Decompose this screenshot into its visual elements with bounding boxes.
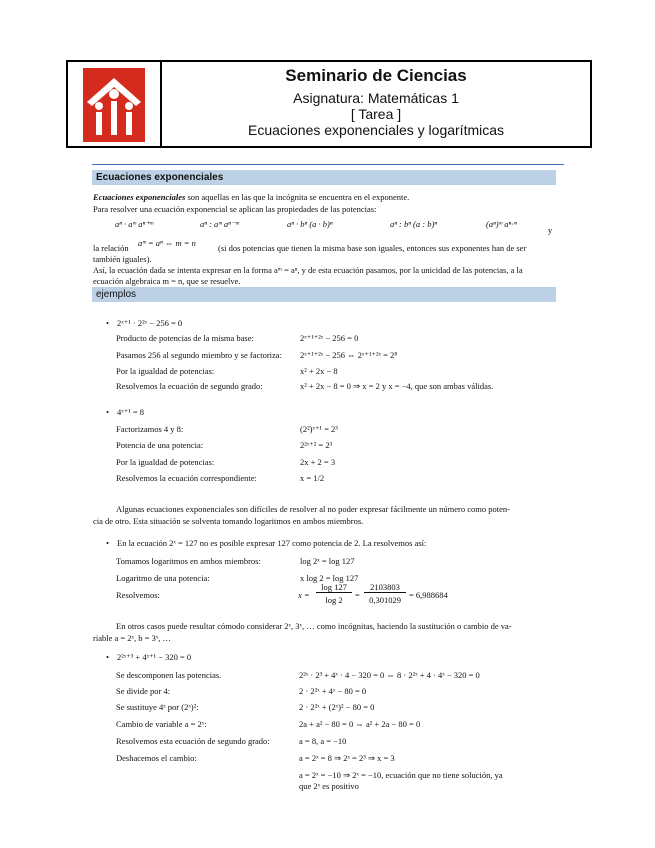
school-logo-icon bbox=[83, 68, 145, 147]
ex2-row-math: 2²ˣ⁺² = 2³ bbox=[300, 440, 333, 450]
intro-rest: son aquellas en las que la incógnita se encuentra en el exponente. bbox=[185, 192, 410, 202]
ex1-row-label: Por la igualdad de potencias: bbox=[116, 366, 215, 376]
ex1-row-math: x² + 2x − 8 = 0 ⇒ x = 2 y x = −4, que son ambas válidas. bbox=[300, 381, 494, 391]
ex2-row-label: Por la igualdad de potencias: bbox=[116, 457, 215, 467]
ex4-row-label: Se divide por 4: bbox=[116, 686, 171, 696]
property-3: aⁿ · bⁿ (a · b)ⁿ bbox=[287, 219, 333, 229]
ex2-row-label: Resolvemos la ecuación correspondiente: bbox=[116, 473, 257, 483]
ex3-row-label: Resolvemos: bbox=[116, 590, 160, 600]
property-5: (aⁿ)ᵐ aⁿ·ᵐ bbox=[486, 219, 517, 229]
ex3-row-math: log 2ˣ = log 127 bbox=[300, 556, 355, 566]
property-2: aⁿ : aᵐ aⁿ⁻ᵐ bbox=[200, 219, 239, 229]
ex1-row-label: Resolvemos la ecuación de segundo grado: bbox=[116, 381, 263, 391]
seminar-title: Seminario de Ciencias bbox=[285, 66, 467, 85]
log-para-line-2: cia de otro. Esta situación se solventa tomando logaritmos en ambos miembros. bbox=[93, 516, 364, 526]
bullet: • bbox=[106, 538, 109, 548]
ex4-row-math: 2²ˣ · 2³ + 4ˣ · 4 − 320 = 0 ⇔ 8 · 2²ˣ + 4 · 4ˣ − 320 = 0 bbox=[299, 670, 480, 680]
property-tail: y bbox=[548, 225, 553, 235]
fraction-2-denominator: 0,301029 bbox=[369, 595, 401, 605]
ex4-final-line-1: a = 2ˣ = −10 ⇒ 2ˣ = −10, ecuación que no tiene solución, ya bbox=[299, 770, 503, 780]
ex4-row-math: a = 8, a = −10 bbox=[299, 736, 347, 746]
ex3-result: = 6,988684 bbox=[409, 590, 448, 600]
ex3-equation: En la ecuación 2ˣ = 127 no es posible expresar 127 como potencia de 2. La resolvemos así: bbox=[117, 538, 427, 548]
ex1-row-math: 2ˣ⁺¹⁺²ˣ − 256 ⇔ 2ˣ⁺¹⁺²ˣ = 2⁸ bbox=[300, 350, 398, 360]
ex3-row-label: Tomamos logaritmos en ambos miembros: bbox=[116, 556, 261, 566]
ex4-row-math: 2 · 2²ˣ + 4ˣ − 80 = 0 bbox=[299, 686, 367, 696]
bullet: • bbox=[106, 318, 109, 328]
relation-text-2: también iguales). bbox=[93, 254, 152, 264]
para-line-2: ecuación algebraica m = n, que se resuelve. bbox=[93, 276, 241, 286]
relation-text: (si dos potencias que tienen la misma base son iguales, entonces sus exponentes han de ser bbox=[218, 243, 527, 253]
topic-line: Ecuaciones exponenciales y logarítmicas bbox=[247, 122, 505, 138]
fraction-2-numerator: 2103803 bbox=[364, 582, 406, 593]
sub-para-line-1: En otros casos puede resultar cómodo considerar 2ˣ, 3ˣ, … como incógnitas, haciendo la sustitución o cambio de va- bbox=[116, 621, 512, 631]
bullet: • bbox=[106, 407, 109, 417]
ex4-row-label: Resolvemos esta ecuación de segundo grado: bbox=[116, 736, 270, 746]
ex1-row-label: Producto de potencias de la misma base: bbox=[116, 333, 254, 343]
ex2-equation: 4ˣ⁺¹ = 8 bbox=[117, 407, 145, 417]
ex2-row-label: Potencia de una potencia: bbox=[116, 440, 204, 450]
ex4-row-label: Se descomponen las potencias. bbox=[116, 670, 222, 680]
ex2-row-label: Factorizamos 4 y 8: bbox=[116, 424, 184, 434]
para-line-1: Así, la ecuación dada se intenta expresar en la forma aᵐ = aⁿ, y de esta ecuación pasamos, por la unicidad de las potencias, a la bbox=[93, 265, 523, 275]
ex2-row-math: x = 1/2 bbox=[300, 473, 325, 483]
subject-line: Asignatura: Matemáticas 1 bbox=[293, 90, 459, 106]
ex4-final-line-2: que 2ˣ es positivo bbox=[299, 781, 359, 791]
equals-sign: = bbox=[355, 590, 360, 600]
ex4-row-math: 2 · 2²ˣ + (2ˣ)² − 80 = 0 bbox=[299, 702, 375, 712]
ex3-row-label: Logaritmo de una potencia: bbox=[116, 573, 210, 583]
ex1-equation: 2ˣ⁺¹ · 2²ˣ − 256 = 0 bbox=[117, 318, 183, 328]
fraction-1-numerator: log 127 bbox=[316, 582, 352, 593]
ex4-row-math: a = 2ˣ = 8 ⇒ 2ˣ = 2³ ⇒ x = 3 bbox=[299, 753, 395, 763]
ex3-row-math: x log 2 = log 127 bbox=[300, 573, 359, 583]
ex4-row-label: Cambio de variable a = 2ˣ: bbox=[116, 719, 207, 729]
ex1-row-math: 2ˣ⁺¹⁺²ˣ − 256 = 0 bbox=[300, 333, 359, 343]
intro-line-2: Para resolver una ecuación exponencial se aplican las propiedades de las potencias: bbox=[93, 204, 377, 214]
fraction-1-denominator: log 2 bbox=[325, 595, 343, 605]
ex3-x-label: x = bbox=[298, 590, 310, 600]
property-4: aⁿ : bⁿ (a : b)ⁿ bbox=[390, 219, 437, 229]
section-heading-exponential: Ecuaciones exponenciales bbox=[92, 170, 556, 185]
ex2-row-math: 2x + 2 = 3 bbox=[300, 457, 336, 467]
ex4-row-math: 2a + a² − 80 = 0 ⇔ a² + 2a − 80 = 0 bbox=[299, 719, 421, 729]
intro-term: Ecuaciones exponenciales bbox=[93, 192, 186, 202]
relation-formula: aᵐ = aⁿ ⇔ m = n bbox=[138, 238, 196, 248]
ex4-equation: 2²ˣ⁺³ + 4ˣ⁺¹ − 320 = 0 bbox=[117, 652, 192, 662]
ex2-row-math: (2²)ˣ⁺¹ = 2³ bbox=[300, 424, 338, 434]
log-para-line-1: Algunas ecuaciones exponenciales son difíciles de resolver al no poder expresar fácilmente un número como poten- bbox=[116, 504, 510, 514]
ex1-row-label: Pasamos 256 al segundo miembro y se factoriza: bbox=[116, 350, 282, 360]
task-label: [ Tarea ] bbox=[350, 106, 402, 122]
sub-para-line-2: riable a = 2ˣ, b = 3ˣ, … bbox=[93, 633, 171, 643]
ex4-row-label: Deshacemos el cambio: bbox=[116, 753, 197, 763]
intro-line-1 bbox=[93, 192, 409, 202]
document-header bbox=[66, 60, 592, 148]
ex1-row-math: x² + 2x − 8 bbox=[300, 366, 338, 376]
divider-line bbox=[92, 164, 564, 165]
section-heading-examples: ejemplos bbox=[92, 287, 556, 302]
property-1: aⁿ · aᵐ aⁿ⁺ᵐ bbox=[115, 219, 154, 229]
bullet: • bbox=[106, 652, 109, 662]
ex4-row-label: Se sustituye 4ˣ por (2ˣ)²: bbox=[116, 702, 199, 712]
relation-label: la relación bbox=[93, 243, 129, 253]
